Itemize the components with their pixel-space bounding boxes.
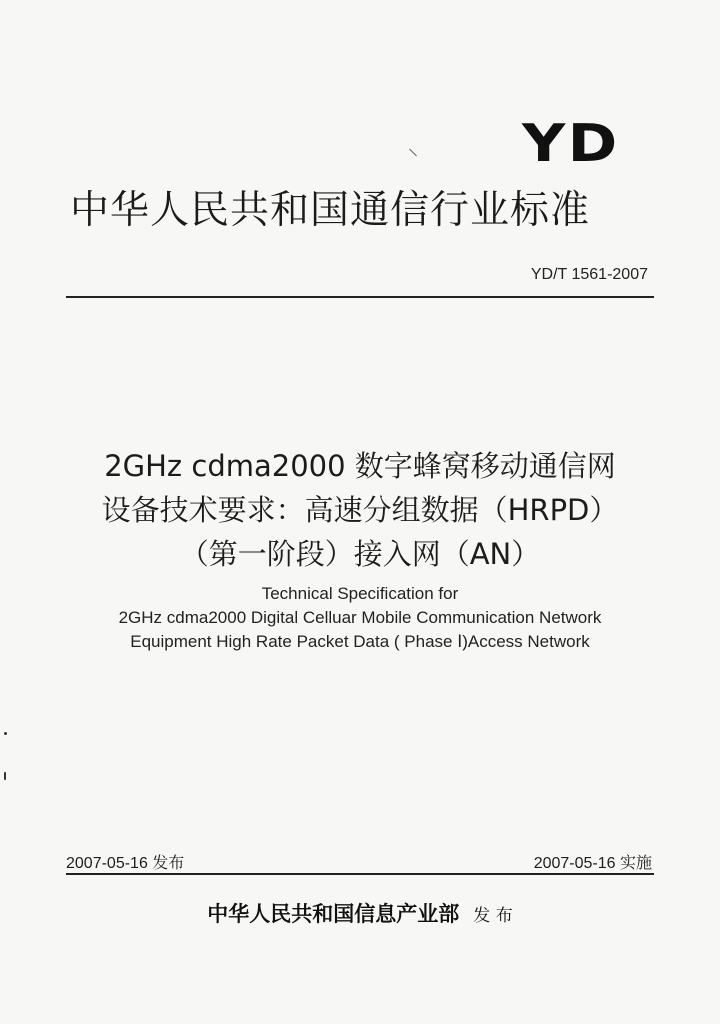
top-divider bbox=[66, 296, 654, 298]
title-zh-line-2: 设备技术要求：高速分组数据（HRPD） bbox=[101, 493, 619, 527]
standard-code: YD/T 1561-2007 bbox=[530, 266, 648, 283]
release-date: 2007-05-16 发布 bbox=[66, 855, 185, 872]
issuer-line bbox=[0, 898, 720, 928]
scan-speck bbox=[4, 772, 6, 780]
yd-logo: YD bbox=[522, 114, 620, 174]
implement-date: 2007-05-16 实施 bbox=[533, 855, 652, 872]
issuer-action: 发 布 bbox=[473, 906, 513, 926]
bottom-divider bbox=[66, 873, 654, 875]
title-en-line-2: 2GHz cdma2000 Digital Celluar Mobile Communication Network bbox=[118, 608, 602, 627]
scan-mark bbox=[409, 149, 417, 157]
issuer-name: 中华人民共和国信息产业部 bbox=[207, 901, 460, 926]
title-en-line-1: Technical Specification for bbox=[261, 584, 459, 603]
scan-speck bbox=[4, 732, 7, 735]
title-zh-line-1: 2GHz cdma2000 数字蜂窝移动通信网 bbox=[104, 449, 616, 483]
title-zh-line-3: （第一阶段）接入网（AN） bbox=[179, 537, 541, 571]
title-en-line-3: Equipment High Rate Packet Data ( Phase Ⅰ)Access Network bbox=[130, 632, 590, 651]
standard-name: 中华人民共和国通信行业标准 bbox=[70, 188, 591, 233]
